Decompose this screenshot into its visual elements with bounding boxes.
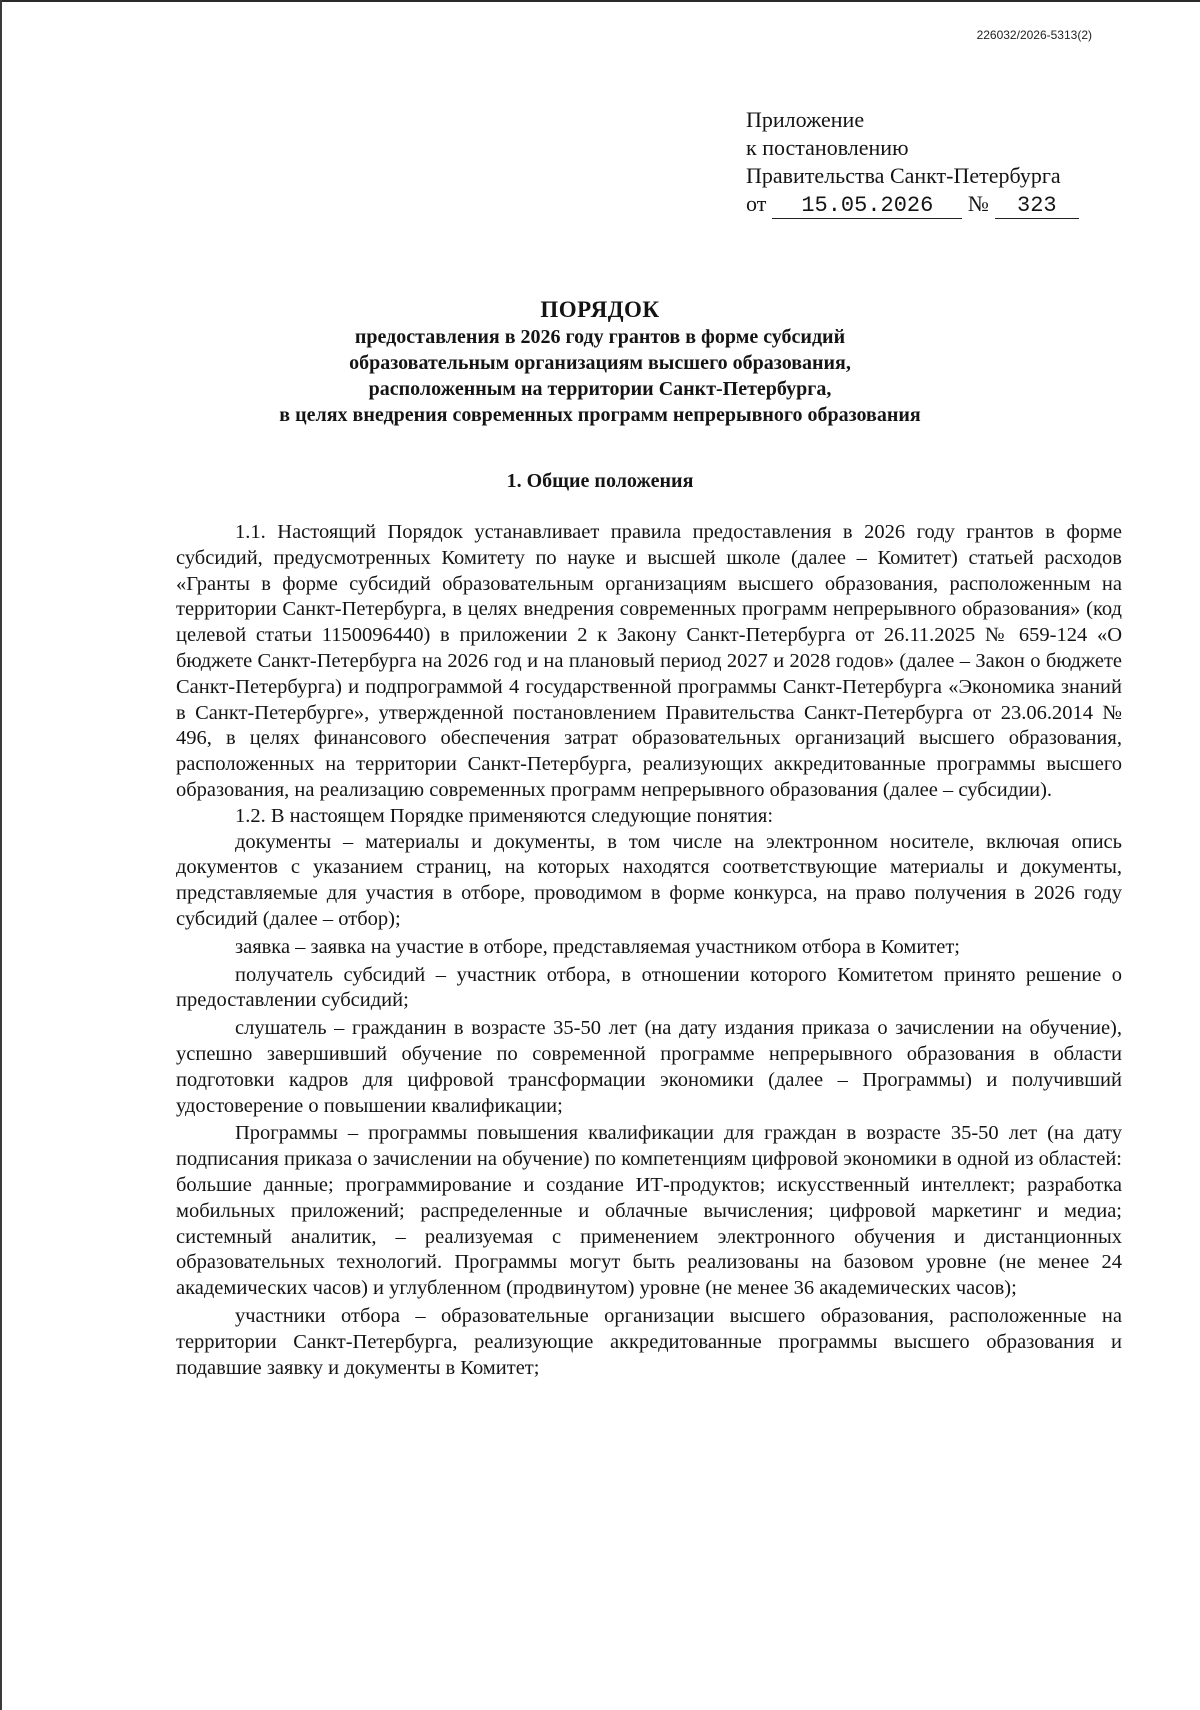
definition-documents: документы – материалы и документы, в том числе на электронном носителе, включая опись документов с указанием страниц, на которых находятся соответствующие материалы и документы, представляемые для участия в отборе, проводимом в форме конкурса, на право получения в 2026 году субсидий (далее – отбор); — [176, 830, 1122, 930]
appendix-date-line — [746, 190, 1079, 219]
number-prefix: № — [967, 191, 989, 216]
document-title-block — [160, 296, 1040, 428]
paragraph-1-1: 1.1. Настоящий Порядок устанавливает правила предоставления в 2026 году грантов в форме субсидий, предусмотренных Комитету по науке и высшей школе (далее – Комитет) статьей расходов «Гранты в форме субсидий образовательным организациям высшего образования, расположенным на территории Санкт-Петербурга, в целях внедрения современных программ непрерывного образования» (код целевой статьи 1150096440) в приложении 2 к Закону Санкт-Петербурга от 26.11.2025 № 659-124 «О бюджете Санкт-Петербурга на 2026 год и на плановый период 2027 и 2028 годов» (далее – Закон о бюджете Санкт-Петербурга) и подпрограммой 4 государственной программы Санкт-Петербурга «Экономика знаний в Санкт-Петербурге», утвержденной постановлением Правительства Санкт-Петербурга от 23.06.2014 № 496, в целях финансового обеспечения затрат образовательных организаций высшего образования, расположенных на территории Санкт-Петербурга, реализующих аккредитованные программы высшего образования, на реализацию современных программ непрерывного образования (далее – субсидии). — [176, 521, 1122, 801]
resolution-date: 15.05.2026 — [772, 194, 962, 219]
definition-participants: участники отбора – образовательные организации высшего образования, расположенные на территории Санкт-Петербурга, реализующие аккредитованные программы высшего образования и подавшие заявку и документы в Комитет; — [176, 1304, 1122, 1379]
scan-edge-left — [0, 0, 2, 1710]
appendix-line-2: к постановлению — [746, 135, 909, 160]
definition-programs: Программы – программы повышения квалификации для граждан в возрасте 35-50 лет (на дату подписания приказа о зачислении на обучение) по компетенциям цифровой экономики в одной из областей: большие данные; программирование и создание ИТ-продуктов; искусственный интеллект; разработка мобильных приложений; распределенные и облачные вычисления; цифровой маркетинг и медиа; системный аналитик, – реализуемая с применением электронного обучения и дистанционных образовательных технологий. Программы могут быть реализованы на базовом уровне (не менее 24 академических часов) и углубленном (продвинутом) уровне (не менее 36 академических часов); — [176, 1122, 1122, 1300]
definition-application: заявка – заявка на участие в отборе, представляемая участником отбора в Комитет; — [235, 935, 960, 958]
document-subtitle-line-3: расположенным на территории Санкт-Петербурга, — [368, 378, 832, 400]
scan-edge-top — [0, 0, 1200, 2]
definition-listener: слушатель – гражданин в возрасте 35-50 лет (на дату издания приказа о зачислении на обучение), успешно завершивший обучение по современной программе непрерывного образования в области подготовки кадров для цифровой трансформации экономики (далее – Программы) и получивший удостоверение о повышении квалификации; — [176, 1017, 1122, 1117]
document-subtitle-line-4: в целях внедрения современных программ непрерывного образования — [279, 404, 921, 426]
document-body — [176, 520, 1122, 1381]
appendix-line-1: Приложение — [746, 107, 865, 132]
resolution-number: 323 — [995, 194, 1079, 219]
document-registration-number: 226032/2026-5313(2) — [976, 28, 1092, 42]
document-subtitle-line-2: образовательным организациям высшего образования, — [349, 352, 851, 374]
date-prefix: от — [746, 191, 767, 216]
document-title: ПОРЯДОК — [540, 297, 660, 322]
section-heading: 1. Общие положения — [506, 470, 694, 492]
appendix-block — [746, 106, 1079, 219]
appendix-line-3: Правительства Санкт-Петербурга — [746, 163, 1061, 188]
document-subtitle-line-1: предоставления в 2026 году грантов в форме субсидий — [354, 326, 846, 348]
definition-recipient: получатель субсидий – участник отбора, в отношении которого Комитетом принято решение о предоставлении субсидий; — [176, 963, 1122, 1012]
paragraph-1-2: 1.2. В настоящем Порядке применяются следующие понятия: — [235, 804, 774, 827]
